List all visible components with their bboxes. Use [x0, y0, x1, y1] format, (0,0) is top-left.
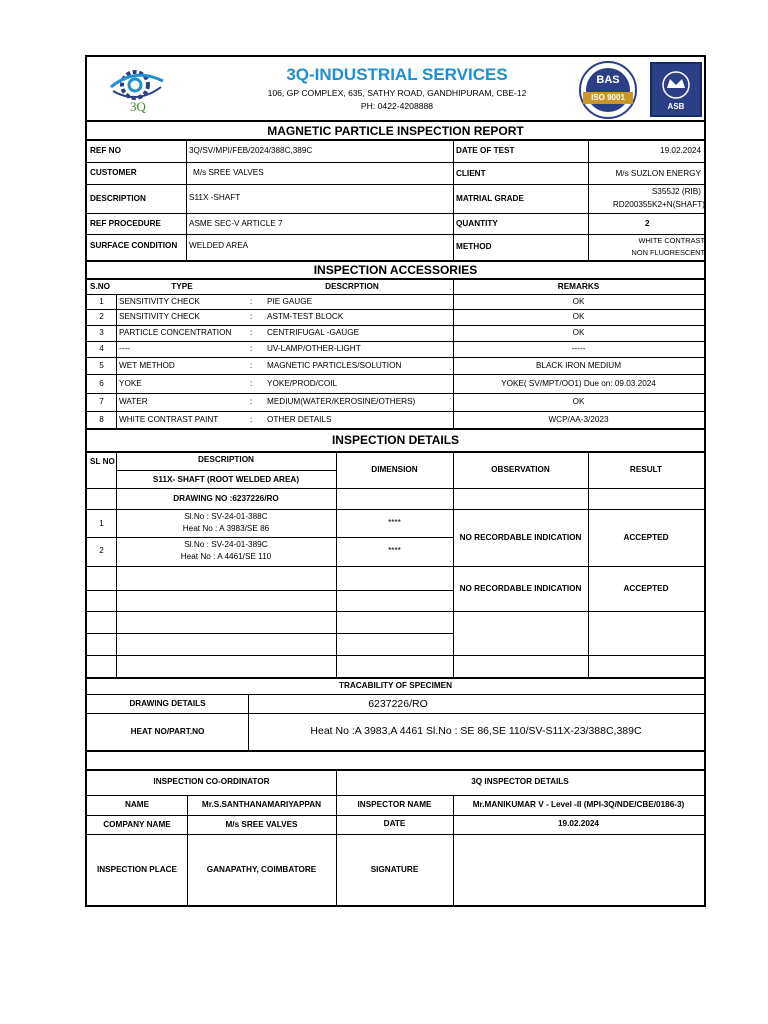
accessory-separator: :: [250, 297, 253, 306]
info-value: M/s SUZLON ENERGY: [615, 169, 701, 178]
col-header-dimension: DIMENSION: [371, 465, 418, 474]
inspector-name-value: Mr.MANIKUMAR V - Level -II (MPI-3Q/NDE/CBE/0186-3): [472, 800, 685, 809]
accessory-separator: :: [250, 312, 253, 321]
accessory-remarks: OK: [572, 397, 585, 406]
accessories-title: INSPECTION ACCESSORIES: [313, 263, 478, 277]
col-header-type: TYPE: [171, 282, 193, 291]
info-value: S11X -SHAFT: [189, 193, 241, 202]
info-value: M/s SREE VALVES: [193, 168, 264, 177]
info-value: WELDED AREA: [189, 241, 249, 250]
result-2: ACCEPTED: [623, 584, 669, 593]
accessory-description: MAGNETIC PARTICLES/SOLUTION: [267, 361, 402, 370]
accessory-remarks: OK: [572, 297, 585, 306]
col-header-description: DESCRIPTION: [198, 455, 254, 464]
accessory-type: YOKE: [119, 379, 142, 388]
inspector-details-title: 3Q INSPECTOR DETAILS: [471, 777, 569, 786]
accessory-description: CENTRIFUGAL -GAUGE: [267, 328, 360, 337]
info-value: ASME SEC-V ARTICLE 7: [189, 219, 283, 228]
details-title: INSPECTION DETAILS: [331, 433, 460, 447]
accessory-description: OTHER DETAILS: [267, 415, 332, 424]
accessory-description: MEDIUM(WATER/KEROSINE/OTHERS): [267, 397, 416, 406]
date-label: DATE: [383, 819, 406, 828]
info-label: QUANTITY: [456, 219, 498, 228]
iso-badge-top: BAS: [596, 74, 620, 86]
detail-line2: Heat No : A 4461/SE 110: [180, 552, 272, 561]
crown-icon: [652, 68, 700, 102]
accessory-remarks: YOKE( SV/MPT/OO1) Due on: 09.03.2024: [501, 379, 656, 388]
company-logo: [105, 65, 169, 117]
accessory-type: WATER: [119, 397, 148, 406]
accessory-type: ----: [119, 344, 130, 353]
accessory-separator: :: [250, 397, 253, 406]
drawing-details-label: DRAWING DETAILS: [129, 699, 206, 708]
accessory-sno: 7: [99, 397, 104, 406]
inspection-place-value: GANAPATHY, COIMBATORE: [206, 865, 317, 874]
accessory-type: WET METHOD: [119, 361, 175, 370]
info-label: CLIENT: [456, 169, 486, 178]
info-value: 3Q/SV/MPI/FEB/2024/388C,389C: [189, 146, 313, 155]
accessory-sno: 2: [99, 312, 104, 321]
accessory-sno: 5: [99, 361, 104, 370]
accessory-type: PARTICLE CONCENTRATION: [119, 328, 232, 337]
company-name-value: M/s SREE VALVES: [225, 820, 298, 829]
info-value: S355J2 (RIB): [651, 187, 701, 196]
traceability-title: TRACABILITY OF SPECIMEN: [338, 681, 453, 690]
detail-dimension: ****: [388, 546, 401, 555]
drawing-details-value: 6237226/RO: [368, 698, 428, 710]
iso-badge: [575, 60, 641, 120]
info-value: WHITE CONTRAST: [638, 236, 705, 245]
accessory-separator: :: [250, 344, 253, 353]
detail-line2: Heat No : A 3983/SE 86: [182, 524, 270, 533]
accessory-separator: :: [250, 379, 253, 388]
info-label: DESCRIPTION: [90, 194, 146, 203]
info-value: 2: [645, 219, 650, 228]
accessory-sno: 6: [99, 379, 104, 388]
asb-badge-text: ASB: [667, 102, 685, 111]
info-label: SURFACE CONDITION: [90, 241, 178, 250]
company-name-label: COMPANY NAME: [103, 820, 171, 829]
accessory-remarks: WCP/AA-3/2023: [548, 415, 609, 424]
info-label: METHOD: [456, 242, 492, 251]
heat-no-value: Heat No :A 3983,A 4461 Sl.No : SE 86,SE 110/SV-S11X-23/388C,389C: [310, 725, 642, 737]
accessory-type: SENSITIVITY CHECK: [119, 312, 200, 321]
detail-line1: Sl.No : SV-24-01-389C: [184, 540, 268, 549]
iso-badge-bottom: ISO 9001: [591, 93, 625, 102]
col-header-description: DESCRPTION: [325, 282, 379, 291]
accessory-type: WHITE CONTRAST PAINT: [119, 415, 219, 424]
company-name: 3Q-INDUSTRIAL SERVICES: [286, 65, 508, 84]
result-1: ACCEPTED: [623, 533, 669, 542]
info-label: REF PROCEDURE: [90, 219, 161, 228]
info-label: DATE OF TEST: [456, 146, 515, 155]
col-header-observation: OBSERVATION: [491, 465, 550, 474]
accessory-remarks: OK: [572, 312, 585, 321]
accessory-sno: 3: [99, 328, 104, 337]
info-value-2: RD200355K2+N(SHAFT): [612, 200, 705, 209]
logo-text: 3Q: [130, 99, 146, 114]
heat-no-label: HEAT NO/PART.NO: [130, 727, 205, 736]
report-title: MAGNETIC PARTICLE INSPECTION REPORT: [267, 124, 524, 138]
accessory-sno: 1: [99, 297, 104, 306]
info-value-2: NON FLUORESCENT: [631, 248, 705, 257]
info-label: MATRIAL GRADE: [456, 194, 524, 203]
accessory-remarks: -----: [571, 344, 586, 353]
drawing-number: DRAWING NO :6237226/RO: [173, 494, 279, 503]
info-label: REF NO: [90, 146, 121, 155]
report-sheet: [85, 55, 706, 907]
accessory-separator: :: [250, 361, 253, 370]
signature-label: SIGNATURE: [370, 865, 419, 874]
accessory-description: ASTM-TEST BLOCK: [267, 312, 344, 321]
company-address: 106, GP COMPLEX, 635, SATHY ROAD, GANDHIPURAM, CBE-12: [267, 88, 527, 98]
inspection-place-label: INSPECTION PLACE: [96, 865, 178, 874]
col-header-sno: S.NO: [90, 282, 111, 291]
name-value: Mr.S.SANTHANAMARIYAPPAN: [201, 800, 322, 809]
info-value: 19.02.2024: [660, 146, 701, 155]
col-header-slno: SL NO: [90, 457, 115, 466]
accessory-sno: 4: [99, 344, 104, 353]
accessory-description: PIE GAUGE: [267, 297, 313, 306]
name-label: NAME: [124, 800, 150, 809]
coordinator-title: INSPECTION CO-ORDINATOR: [153, 777, 270, 786]
observation-2: NO RECORDABLE INDICATION: [459, 584, 582, 593]
accessory-description: YOKE/PROD/COIL: [267, 379, 338, 388]
accessory-remarks: BLACK IRON MEDIUM: [535, 361, 622, 370]
inspector-name-label: INSPECTOR NAME: [357, 800, 432, 809]
detail-line1: Sl.No : SV-24-01-388C: [184, 512, 268, 521]
accessory-separator: :: [250, 328, 253, 337]
accessory-remarks: OK: [572, 328, 585, 337]
accessory-description: UV-LAMP/OTHER-LIGHT: [267, 344, 361, 353]
accessory-sno: 8: [99, 415, 104, 424]
company-phone: PH: 0422-4208888: [360, 101, 434, 111]
info-label: CUSTOMER: [90, 168, 137, 177]
detail-sl: 2: [99, 546, 104, 555]
accessory-separator: :: [250, 415, 253, 424]
asb-badge: [650, 62, 702, 117]
col-header-remarks: REMARKS: [557, 282, 600, 291]
col-header-result: RESULT: [629, 465, 663, 474]
detail-dimension: ****: [388, 518, 401, 527]
specimen-subtitle: S11X- SHAFT (ROOT WELDED AREA): [152, 475, 300, 484]
signature-box: [453, 834, 704, 905]
observation-1: NO RECORDABLE INDICATION: [459, 533, 582, 542]
iso-seal-icon: [575, 60, 641, 120]
detail-sl: 1: [99, 519, 104, 528]
date-value: 19.02.2024: [558, 819, 599, 828]
accessory-type: SENSITIVITY CHECK: [119, 297, 200, 306]
